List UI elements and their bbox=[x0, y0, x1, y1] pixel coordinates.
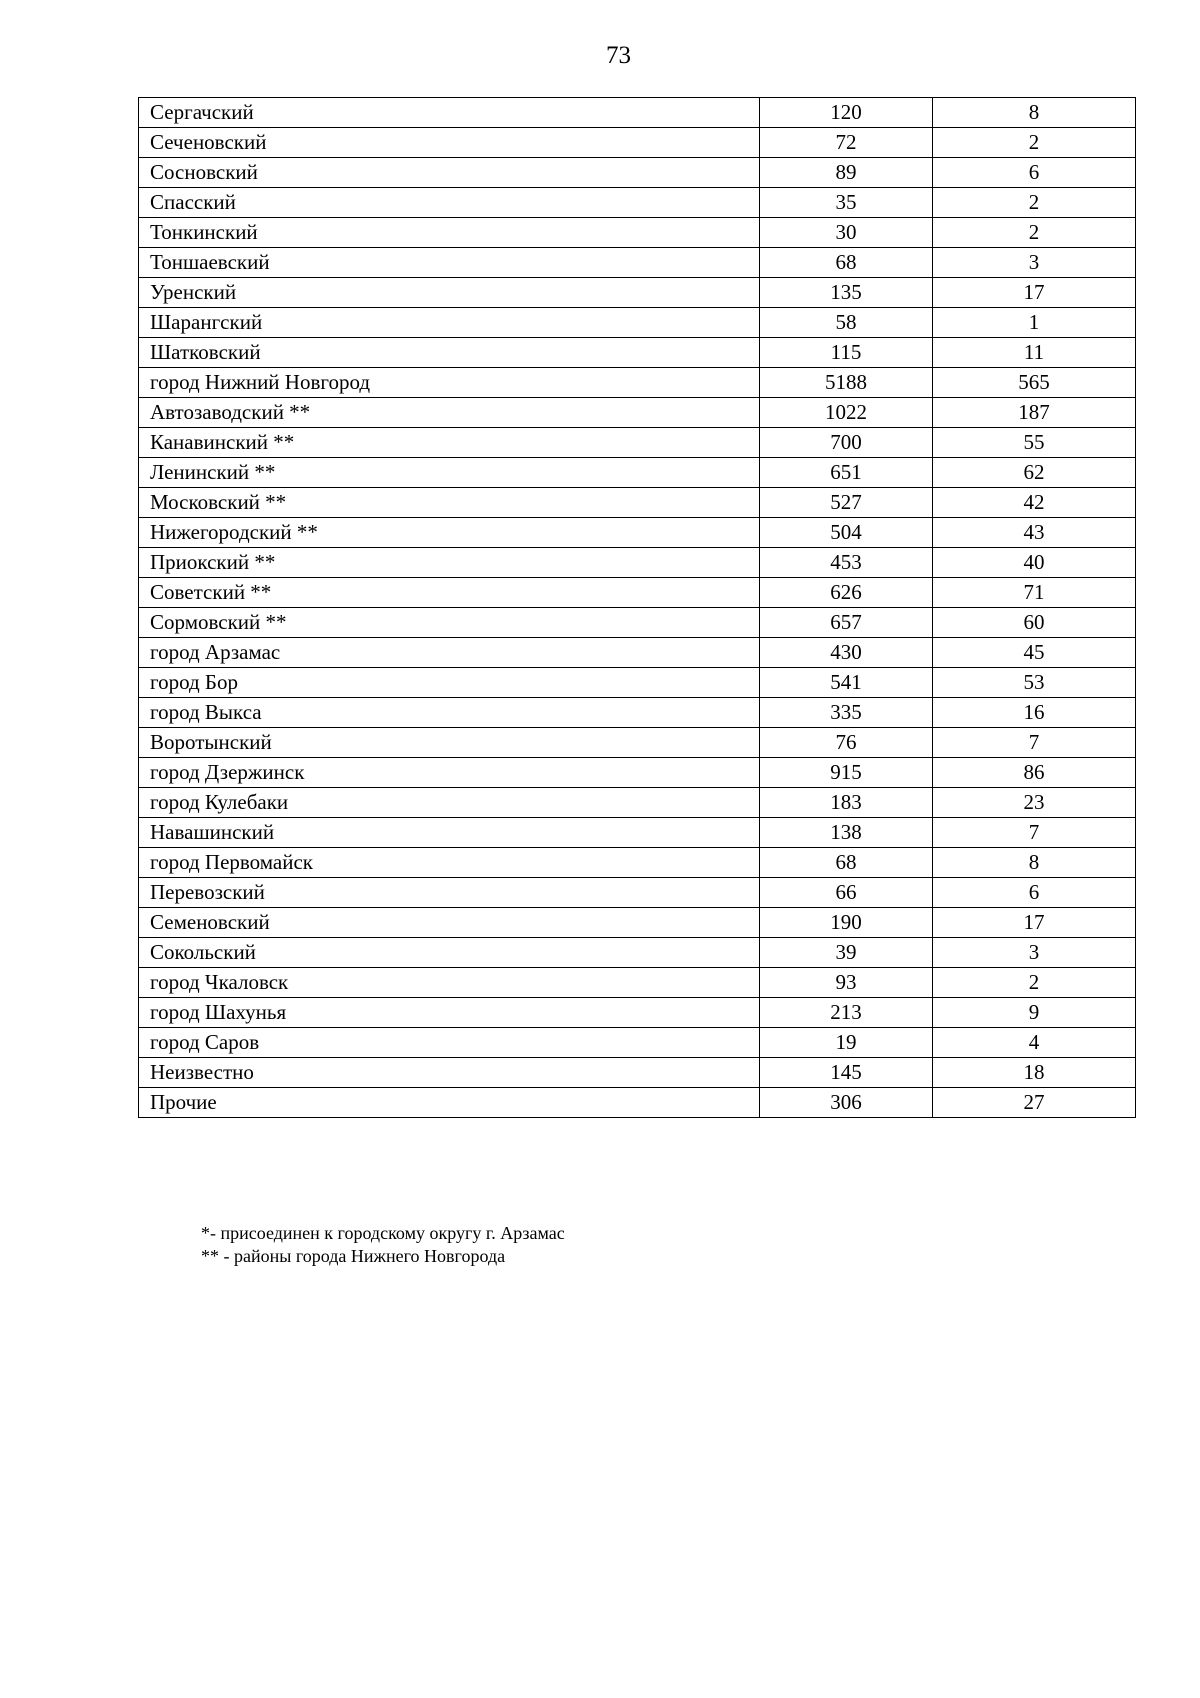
table-row bbox=[139, 518, 1136, 548]
value-a-cell: 76 bbox=[760, 728, 933, 758]
district-name-cell: город Дзержинск bbox=[139, 758, 760, 788]
value-a-cell: 72 bbox=[760, 128, 933, 158]
table-row bbox=[139, 98, 1136, 128]
district-name-cell: Сокольский bbox=[139, 938, 760, 968]
district-name-cell: город Выкса bbox=[139, 698, 760, 728]
table-body bbox=[139, 98, 1136, 1118]
value-a-cell: 30 bbox=[760, 218, 933, 248]
value-b-cell: 6 bbox=[933, 878, 1136, 908]
value-b-cell: 62 bbox=[933, 458, 1136, 488]
value-b-cell: 7 bbox=[933, 728, 1136, 758]
value-a-cell: 115 bbox=[760, 338, 933, 368]
table-row bbox=[139, 758, 1136, 788]
district-name-cell: город Бор bbox=[139, 668, 760, 698]
table-row bbox=[139, 308, 1136, 338]
district-name-cell: Тонкинский bbox=[139, 218, 760, 248]
value-b-cell: 187 bbox=[933, 398, 1136, 428]
value-a-cell: 213 bbox=[760, 998, 933, 1028]
value-b-cell: 3 bbox=[933, 938, 1136, 968]
value-b-cell: 71 bbox=[933, 578, 1136, 608]
value-b-cell: 60 bbox=[933, 608, 1136, 638]
value-b-cell: 17 bbox=[933, 278, 1136, 308]
value-b-cell: 16 bbox=[933, 698, 1136, 728]
table-row bbox=[139, 1088, 1136, 1118]
table-row bbox=[139, 848, 1136, 878]
value-b-cell: 2 bbox=[933, 128, 1136, 158]
table-row bbox=[139, 908, 1136, 938]
table-row bbox=[139, 1058, 1136, 1088]
value-a-cell: 35 bbox=[760, 188, 933, 218]
table-row bbox=[139, 878, 1136, 908]
value-b-cell: 11 bbox=[933, 338, 1136, 368]
value-b-cell: 40 bbox=[933, 548, 1136, 578]
value-a-cell: 915 bbox=[760, 758, 933, 788]
value-b-cell: 17 bbox=[933, 908, 1136, 938]
value-a-cell: 5188 bbox=[760, 368, 933, 398]
value-b-cell: 565 bbox=[933, 368, 1136, 398]
district-name-cell: Шарангский bbox=[139, 308, 760, 338]
value-a-cell: 93 bbox=[760, 968, 933, 998]
value-b-cell: 1 bbox=[933, 308, 1136, 338]
table-row bbox=[139, 248, 1136, 278]
page-number: 73 bbox=[606, 42, 631, 69]
table-row bbox=[139, 698, 1136, 728]
district-name-cell: Воротынский bbox=[139, 728, 760, 758]
value-b-cell: 7 bbox=[933, 818, 1136, 848]
footnote-nn-districts: ** - районы города Нижнего Новгорода bbox=[201, 1246, 506, 1266]
value-a-cell: 651 bbox=[760, 458, 933, 488]
district-name-cell: Прочие bbox=[139, 1088, 760, 1118]
district-name-cell: Спасский bbox=[139, 188, 760, 218]
value-a-cell: 541 bbox=[760, 668, 933, 698]
value-b-cell: 53 bbox=[933, 668, 1136, 698]
table-row bbox=[139, 638, 1136, 668]
table-row bbox=[139, 158, 1136, 188]
value-a-cell: 68 bbox=[760, 848, 933, 878]
value-a-cell: 335 bbox=[760, 698, 933, 728]
value-b-cell: 86 bbox=[933, 758, 1136, 788]
footnote-arzamas: *- присоединен к городскому округу г. Арзамас bbox=[201, 1223, 565, 1243]
value-b-cell: 2 bbox=[933, 968, 1136, 998]
value-b-cell: 6 bbox=[933, 158, 1136, 188]
table-row bbox=[139, 338, 1136, 368]
value-b-cell: 8 bbox=[933, 98, 1136, 128]
table-row bbox=[139, 818, 1136, 848]
value-b-cell: 2 bbox=[933, 188, 1136, 218]
footnotes bbox=[201, 1222, 565, 1268]
table-row bbox=[139, 368, 1136, 398]
district-name-cell: Сормовский ** bbox=[139, 608, 760, 638]
value-a-cell: 190 bbox=[760, 908, 933, 938]
table-row bbox=[139, 968, 1136, 998]
district-name-cell: Канавинский ** bbox=[139, 428, 760, 458]
table-row bbox=[139, 488, 1136, 518]
value-b-cell: 2 bbox=[933, 218, 1136, 248]
district-name-cell: Ленинский ** bbox=[139, 458, 760, 488]
value-b-cell: 18 bbox=[933, 1058, 1136, 1088]
table-row bbox=[139, 788, 1136, 818]
table-row bbox=[139, 188, 1136, 218]
district-name-cell: город Саров bbox=[139, 1028, 760, 1058]
table-row bbox=[139, 398, 1136, 428]
district-name-cell: Навашинский bbox=[139, 818, 760, 848]
value-b-cell: 55 bbox=[933, 428, 1136, 458]
value-a-cell: 138 bbox=[760, 818, 933, 848]
district-name-cell: Автозаводский ** bbox=[139, 398, 760, 428]
value-b-cell: 45 bbox=[933, 638, 1136, 668]
value-a-cell: 68 bbox=[760, 248, 933, 278]
value-a-cell: 504 bbox=[760, 518, 933, 548]
table-row bbox=[139, 428, 1136, 458]
value-a-cell: 430 bbox=[760, 638, 933, 668]
district-table bbox=[138, 97, 1136, 1118]
value-a-cell: 58 bbox=[760, 308, 933, 338]
value-b-cell: 3 bbox=[933, 248, 1136, 278]
value-a-cell: 89 bbox=[760, 158, 933, 188]
table-row bbox=[139, 218, 1136, 248]
value-a-cell: 183 bbox=[760, 788, 933, 818]
value-a-cell: 135 bbox=[760, 278, 933, 308]
district-name-cell: город Нижний Новгород bbox=[139, 368, 760, 398]
district-name-cell: город Первомайск bbox=[139, 848, 760, 878]
district-name-cell: Уренский bbox=[139, 278, 760, 308]
district-name-cell: город Шахунья bbox=[139, 998, 760, 1028]
district-name-cell: Сеченовский bbox=[139, 128, 760, 158]
value-a-cell: 306 bbox=[760, 1088, 933, 1118]
table-row bbox=[139, 608, 1136, 638]
table-row bbox=[139, 548, 1136, 578]
table-row bbox=[139, 578, 1136, 608]
value-a-cell: 700 bbox=[760, 428, 933, 458]
table-row bbox=[139, 668, 1136, 698]
value-a-cell: 1022 bbox=[760, 398, 933, 428]
value-b-cell: 43 bbox=[933, 518, 1136, 548]
value-a-cell: 453 bbox=[760, 548, 933, 578]
table-row bbox=[139, 278, 1136, 308]
district-name-cell: Семеновский bbox=[139, 908, 760, 938]
table-row bbox=[139, 128, 1136, 158]
table-row bbox=[139, 998, 1136, 1028]
value-a-cell: 19 bbox=[760, 1028, 933, 1058]
table-row bbox=[139, 1028, 1136, 1058]
district-name-cell: Московский ** bbox=[139, 488, 760, 518]
district-name-cell: город Чкаловск bbox=[139, 968, 760, 998]
value-a-cell: 626 bbox=[760, 578, 933, 608]
value-b-cell: 4 bbox=[933, 1028, 1136, 1058]
table-row bbox=[139, 938, 1136, 968]
district-name-cell: Сергачский bbox=[139, 98, 760, 128]
district-name-cell: город Арзамас bbox=[139, 638, 760, 668]
value-a-cell: 145 bbox=[760, 1058, 933, 1088]
table-row bbox=[139, 458, 1136, 488]
value-b-cell: 9 bbox=[933, 998, 1136, 1028]
value-a-cell: 527 bbox=[760, 488, 933, 518]
district-name-cell: Советский ** bbox=[139, 578, 760, 608]
value-b-cell: 27 bbox=[933, 1088, 1136, 1118]
value-b-cell: 8 bbox=[933, 848, 1136, 878]
district-name-cell: Приокский ** bbox=[139, 548, 760, 578]
district-name-cell: город Кулебаки bbox=[139, 788, 760, 818]
district-name-cell: Тоншаевский bbox=[139, 248, 760, 278]
value-b-cell: 23 bbox=[933, 788, 1136, 818]
district-name-cell: Перевозский bbox=[139, 878, 760, 908]
value-a-cell: 657 bbox=[760, 608, 933, 638]
district-name-cell: Сосновский bbox=[139, 158, 760, 188]
district-name-cell: Неизвестно bbox=[139, 1058, 760, 1088]
district-name-cell: Нижегородский ** bbox=[139, 518, 760, 548]
district-name-cell: Шатковский bbox=[139, 338, 760, 368]
value-a-cell: 120 bbox=[760, 98, 933, 128]
table-row bbox=[139, 728, 1136, 758]
value-a-cell: 39 bbox=[760, 938, 933, 968]
value-b-cell: 42 bbox=[933, 488, 1136, 518]
value-a-cell: 66 bbox=[760, 878, 933, 908]
